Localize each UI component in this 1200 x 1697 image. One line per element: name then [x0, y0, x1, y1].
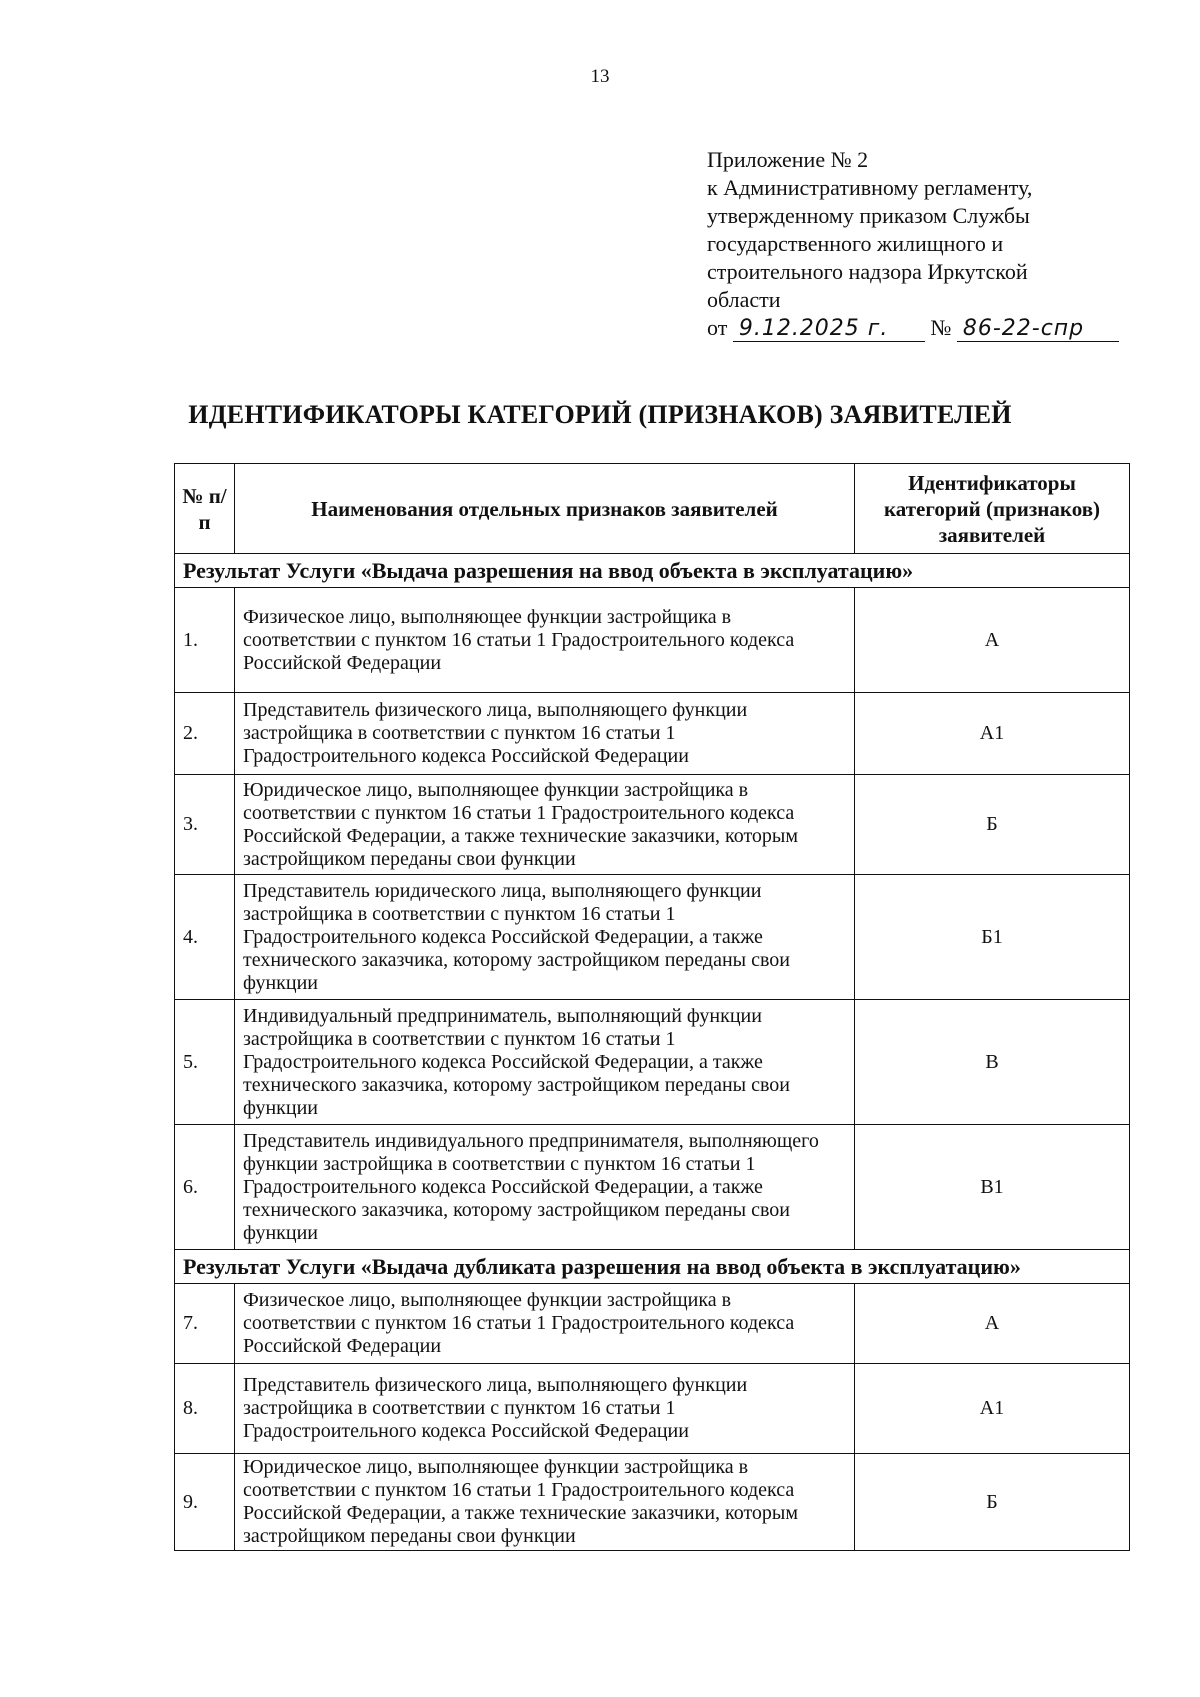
header-name: Наименования отдельных признаков заявителей	[235, 464, 855, 554]
row-number: 4.	[175, 875, 235, 1000]
section-header-row	[175, 554, 1130, 588]
table-row	[175, 1454, 1130, 1551]
appendix-line: к Административному регламенту,	[707, 175, 1033, 200]
row-description: Юридическое лицо, выполняющее функции застройщика в соответствии с пунктом 16 статьи 1 Градостроительного кодекса Российской Федерации, а также технические заказчики, которым застройщиком переданы свои функции	[235, 775, 855, 875]
header-number: № п/п	[175, 464, 235, 554]
appendix-block	[707, 146, 1147, 342]
row-description: Представитель физического лица, выполняющего функции застройщика в соответствии с пунктом 16 статьи 1 Градостроительного кодекса Российской Федерации	[235, 1364, 855, 1454]
document-title: ИДЕНТИФИКАТОРЫ КАТЕГОРИЙ (ПРИЗНАКОВ) ЗАЯВИТЕЛЕЙ	[188, 400, 1012, 429]
row-description: Представитель индивидуального предпринимателя, выполняющего функции застройщика в соответствии с пунктом 16 статьи 1 Градостроительного кодекса Российской Федерации, а также технического заказчика, которому застройщиком переданы свои функции	[235, 1125, 855, 1250]
section-title: Результат Услуги «Выдача дубликата разрешения на ввод объекта в эксплуатацию»	[175, 1250, 1130, 1284]
appendix-line: области	[707, 287, 781, 312]
row-identifier: А	[855, 1284, 1130, 1364]
row-identifier: А	[855, 588, 1130, 693]
table-row	[175, 588, 1130, 693]
table-row	[175, 1364, 1130, 1454]
row-number: 2.	[175, 693, 235, 775]
row-number: 6.	[175, 1125, 235, 1250]
order-date-number-line	[707, 314, 1147, 342]
row-number: 1.	[175, 588, 235, 693]
number-prefix: №	[930, 315, 952, 340]
row-identifier: Б	[855, 775, 1130, 875]
row-identifier: А1	[855, 693, 1130, 775]
table-row	[175, 693, 1130, 775]
row-number: 3.	[175, 775, 235, 875]
row-description: Представитель физического лица, выполняющего функции застройщика в соответствии с пунктом 16 статьи 1 Градостроительного кодекса Российской Федерации	[235, 693, 855, 775]
section-header-row	[175, 1250, 1130, 1284]
row-identifier: Б1	[855, 875, 1130, 1000]
row-number: 7.	[175, 1284, 235, 1364]
section-title: Результат Услуги «Выдача разрешения на ввод объекта в эксплуатацию»	[175, 554, 1130, 588]
table-header-row	[175, 464, 1130, 554]
row-identifier: В	[855, 1000, 1130, 1125]
row-identifier: В1	[855, 1125, 1130, 1250]
appendix-line: утвержденному приказом Службы	[707, 203, 1030, 228]
row-number: 5.	[175, 1000, 235, 1125]
table-row	[175, 1284, 1130, 1364]
appendix-line: государственного жилищного и	[707, 231, 1004, 256]
page-number: 13	[590, 66, 610, 87]
row-identifier: А1	[855, 1364, 1130, 1454]
row-description: Индивидуальный предприниматель, выполняющий функции застройщика в соответствии с пунктом 16 статьи 1 Градостроительного кодекса Российской Федерации, а также технического заказчика, которому застройщиком переданы свои функции	[235, 1000, 855, 1125]
identifiers-table	[174, 463, 1130, 1551]
row-description: Юридическое лицо, выполняющее функции застройщика в соответствии с пунктом 16 статьи 1 Градостроительного кодекса Российской Федерации, а также технические заказчики, которым застройщиком переданы свои функции	[235, 1454, 855, 1551]
date-prefix: от	[707, 315, 728, 340]
handwritten-number: 86-22-спр	[957, 317, 1119, 342]
row-number: 9.	[175, 1454, 235, 1551]
row-number: 8.	[175, 1364, 235, 1454]
table-row	[175, 1125, 1130, 1250]
row-description: Представитель юридического лица, выполняющего функции застройщика в соответствии с пунктом 16 статьи 1 Градостроительного кодекса Российской Федерации, а также технического заказчика, которому застройщиком переданы свои функции	[235, 875, 855, 1000]
appendix-line: строительного надзора Иркутской	[707, 259, 1028, 284]
table-row	[175, 1000, 1130, 1125]
handwritten-date: 9.12.2025 г.	[733, 317, 925, 342]
row-identifier: Б	[855, 1454, 1130, 1551]
table-row	[175, 775, 1130, 875]
row-description: Физическое лицо, выполняющее функции застройщика в соответствии с пунктом 16 статьи 1 Градостроительного кодекса Российской Федерации	[235, 588, 855, 693]
header-identifier: Идентификаторы категорий (признаков) заявителей	[855, 464, 1130, 554]
appendix-line: Приложение № 2	[707, 147, 869, 172]
row-description: Физическое лицо, выполняющее функции застройщика в соответствии с пунктом 16 статьи 1 Градостроительного кодекса Российской Федерации	[235, 1284, 855, 1364]
table-row	[175, 875, 1130, 1000]
table-body	[175, 554, 1130, 1551]
